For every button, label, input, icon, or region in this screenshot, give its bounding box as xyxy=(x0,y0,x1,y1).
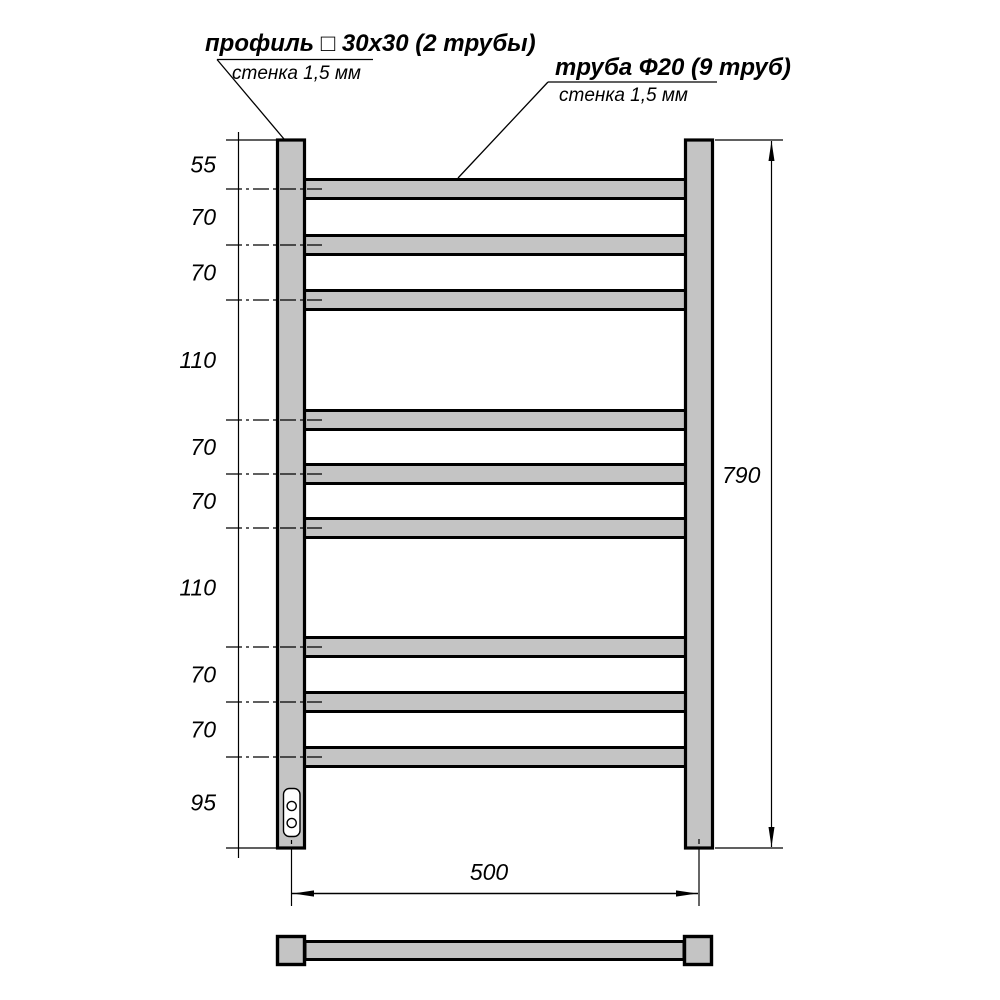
element-cover-plate xyxy=(284,789,301,837)
tube-rail xyxy=(304,411,686,430)
left-dim-segment-value: 55 xyxy=(190,151,216,178)
left-dim-segment-value: 95 xyxy=(190,789,216,816)
tube-rail xyxy=(304,291,686,310)
height-dim-value: 790 xyxy=(722,462,761,488)
tube-rail xyxy=(304,465,686,484)
plan-left-cap xyxy=(278,937,305,965)
plan-right-cap xyxy=(685,937,712,965)
tube-rail xyxy=(304,748,686,767)
left-dim-segment-value: 110 xyxy=(179,574,216,601)
left-dim-segment-value: 110 xyxy=(179,347,216,373)
tube-rail xyxy=(304,693,686,712)
tube-callout-wall-label: стенка 1,5 мм xyxy=(559,85,688,106)
left-dim-segment-value: 70 xyxy=(190,661,216,688)
width-dim-arrow-right xyxy=(676,890,697,896)
tube-rail xyxy=(304,180,686,199)
tube-rail xyxy=(304,638,686,657)
element-hole-top xyxy=(287,801,296,810)
left-dim-segment-value: 70 xyxy=(190,204,216,230)
tube-rail xyxy=(304,519,686,538)
left-profile xyxy=(278,140,305,848)
element-hole-bottom xyxy=(287,818,296,827)
right-profile xyxy=(686,140,713,848)
left-dim-segment-value: 70 xyxy=(190,434,216,460)
bottom-plan-view xyxy=(278,937,712,965)
height-dim-arrow-down xyxy=(769,827,775,847)
profile-callout-title: профиль □ 30x30 (2 трубы) xyxy=(205,30,536,57)
tube-callout-leader-line xyxy=(458,82,548,178)
plan-tube-bar xyxy=(305,942,684,960)
tube-group xyxy=(304,180,686,767)
left-dim-segment-value: 70 xyxy=(190,716,216,743)
callout-profile xyxy=(205,30,536,139)
callout-tube xyxy=(458,54,791,178)
width-dimension xyxy=(292,849,700,906)
heating-element-detail xyxy=(284,789,700,845)
profile-callout-wall-label: стенка 1,5 мм xyxy=(232,63,361,84)
height-dimension xyxy=(715,140,783,848)
left-dim-labels xyxy=(179,152,216,816)
tube-callout-title: труба Ф20 (9 труб) xyxy=(555,54,791,81)
height-dim-arrow-up xyxy=(769,141,775,161)
tube-rail xyxy=(304,236,686,255)
width-dim-arrow-left xyxy=(293,890,314,896)
width-dim-value: 500 xyxy=(469,859,509,885)
left-dim-segment-value: 70 xyxy=(190,259,216,286)
left-dim-segment-value: 70 xyxy=(190,488,216,514)
